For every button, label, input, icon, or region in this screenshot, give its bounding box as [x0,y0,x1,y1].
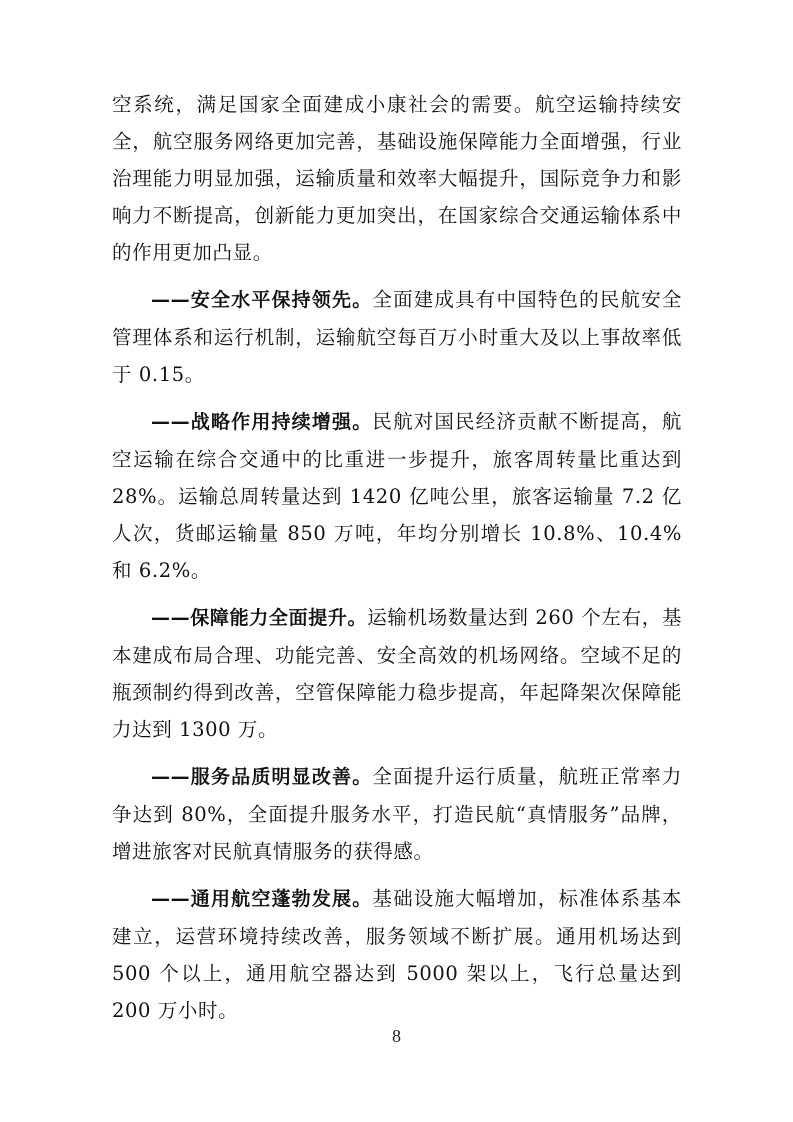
paragraph-strategy-text: 民航对国民经济贡献不断提高，航空运输在综合交通中的比重进一步提升，旅客周转量比重达到28%。运输总周转量达到 1420 亿吨公里，旅客运输量 7.2 亿人次，货邮运输量 850 万吨，年均分别增长 10.8%、10.4%和 6.2%。 [112,410,682,582]
paragraph-strategy [112,403,682,589]
paragraph-capacity-heading: ——保障能力全面提升。 [151,607,368,629]
paragraph-capacity-text: 运输机场数量达到 260 个左右，基本建成布局合理、功能完善、安全高效的机场网络。空域不足的瓶颈制约得到改善，空管保障能力稳步提高，年起降架次保障能力达到 1300 万。 [112,606,682,741]
paragraph-general-aviation-text: 基础设施大幅增加，标准体系基本建立，运营环境持续改善，服务领域不断扩展。通用机场达到 500 个以上，通用航空器达到 5000 架以上，飞行总量达到 200 万小时。 [112,887,682,1022]
paragraph-general-aviation-heading: ——通用航空蓬勃发展。 [151,888,373,910]
paragraph-safety [112,281,682,393]
paragraph-strategy-heading: ——战略作用持续增强。 [151,411,373,433]
paragraph-general-aviation [112,880,682,1029]
document-body [112,86,682,1039]
paragraph-1 [112,86,682,271]
paragraph-capacity [112,599,682,748]
paragraph-safety-text: 全面建成具有中国特色的民航安全管理体系和运行机制，运输航空每百万小时重大及以上事故率低于 0.15。 [112,288,682,386]
paragraph-safety-heading: ——安全水平保持领先。 [151,289,373,311]
paragraph-service-heading: ——服务品质明显改善。 [151,766,373,788]
paragraph-service [112,758,682,870]
page-number: 8 [392,1026,401,1046]
paragraph-1-text: 空系统，满足国家全面建成小康社会的需要。航空运输持续安全，航空服务网络更加完善，基础设施保障能力全面增强，行业治理能力明显加强，运输质量和效率大幅提升，国际竞争力和影响力不断提高，创新能力更加突出，在国家综合交通运输体系中的作用更加凸显。 [112,93,682,264]
paragraph-service-text: 全面提升运行质量，航班正常率力争达到 80%，全面提升服务水平，打造民航“真情服务”品牌，增进旅客对民航真情服务的获得感。 [112,765,682,863]
